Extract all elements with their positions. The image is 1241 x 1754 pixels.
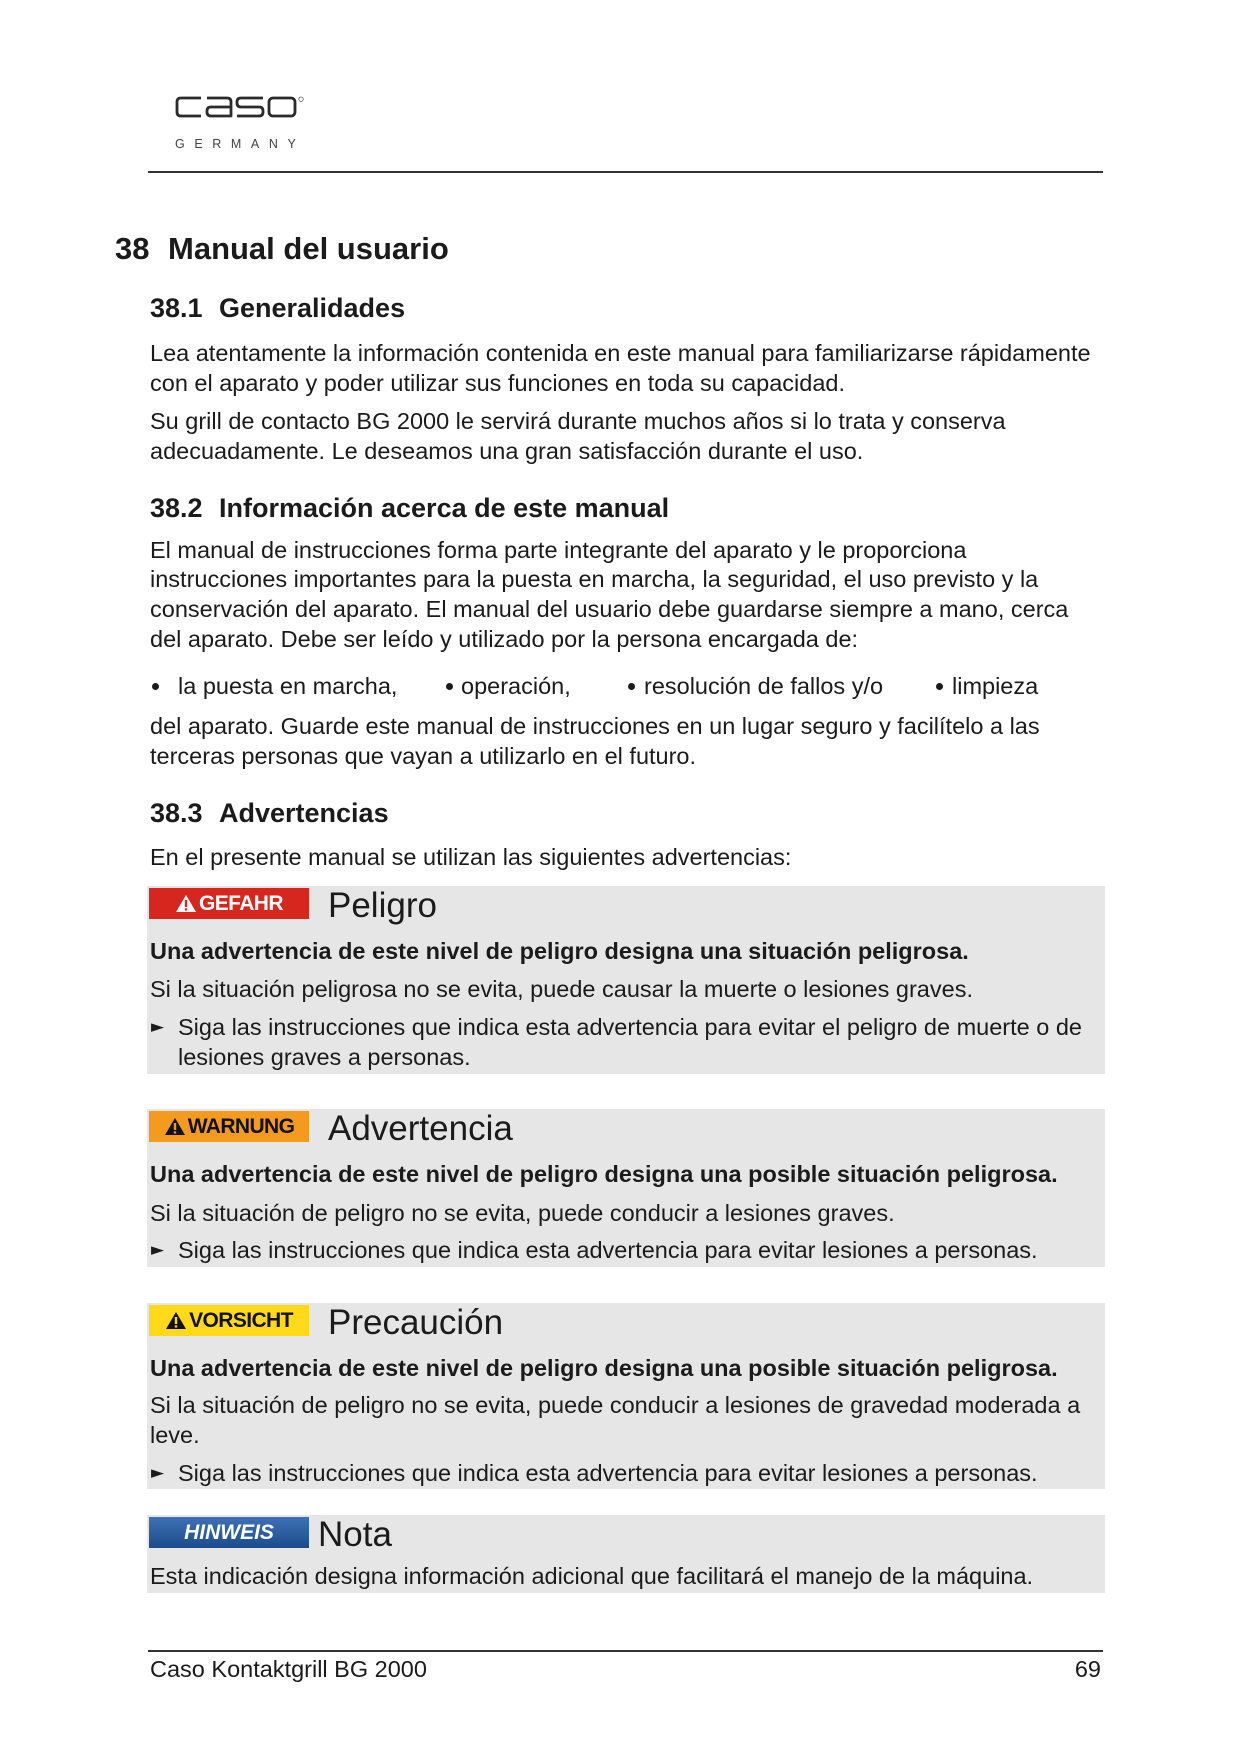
callout-definition: Una advertencia de este nivel de peligro designa una situación peligrosa. — [150, 938, 969, 964]
section-heading-informacion — [0, 492, 1241, 524]
callout-instruction: lesiones graves a personas. — [178, 1044, 471, 1070]
paragraph-line: del aparato. Debe ser leído y utilizado por la persona encargada de: — [150, 625, 859, 652]
warning-callout — [147, 1109, 1105, 1267]
arrow-right-icon: ► — [151, 1462, 165, 1483]
paragraph — [150, 536, 1068, 655]
chapter-number: 38 — [115, 231, 150, 266]
list-item: la puesta en marcha, — [178, 673, 398, 699]
paragraph-line: con el aparato y poder utilizar sus funciones en toda su capacidad. — [150, 370, 845, 396]
callout-consequence: Si la situación de peligro no se evita, puede conducir a lesiones graves. — [150, 1199, 895, 1226]
warning-triangle-icon — [164, 1117, 186, 1136]
chapter-title: Manual del usuario — [168, 231, 449, 266]
bullet-icon — [152, 683, 159, 690]
note-callout — [147, 1515, 1105, 1593]
callout-definition: Una advertencia de este nivel de peligro designa una posible situación peligrosa. — [150, 1354, 1058, 1381]
logo-tagline: GERMANY — [175, 137, 306, 151]
callout-definition: Una advertencia de este nivel de peligro designa una posible situación peligrosa. — [150, 1160, 1058, 1187]
paragraph-line: El manual de instrucciones forma parte integrante del aparato y le proporciona — [150, 536, 967, 563]
section-number: 38.2 — [150, 493, 203, 523]
badge-label: VORSICHT — [189, 1308, 293, 1332]
caso-logo — [170, 90, 310, 154]
paragraph-line: conservación del aparato. El manual del usuario debe guardarse siempre a mano, cerca — [150, 595, 1069, 622]
footer-product: Caso Kontaktgrill BG 2000 — [150, 1656, 427, 1682]
list-item: limpieza — [952, 673, 1039, 699]
header-rule — [148, 171, 1103, 173]
paragraph-line: En el presente manual se utilizan las siguientes advertencias: — [150, 844, 792, 870]
section-title: Advertencias — [219, 798, 389, 828]
paragraph — [150, 406, 1006, 466]
badge-label: WARNUNG — [187, 1114, 295, 1138]
vorsicht-badge — [149, 1305, 309, 1336]
paragraph — [150, 842, 791, 872]
badge-label: GEFAHR — [199, 891, 283, 915]
paragraph-line: adecuadamente. Le deseamos una gran satisfacción durante el uso. — [150, 438, 864, 464]
list-item: resolución de fallos y/o — [644, 673, 884, 699]
danger-callout — [147, 886, 1105, 1075]
callout-title: Precaución — [328, 1302, 504, 1342]
paragraph — [150, 338, 1091, 398]
paragraph-line: Su grill de contacto BG 2000 le servirá durante muchos años si lo trata y conserva — [150, 408, 1006, 434]
chapter-heading — [0, 231, 1241, 267]
section-title: Información acerca de este manual — [219, 493, 670, 523]
section-number: 38.1 — [150, 293, 203, 323]
page-number: 69 — [1074, 1656, 1101, 1682]
bullet-icon — [936, 683, 943, 690]
warning-triangle-icon — [175, 894, 197, 913]
callout-instruction: Siga las instrucciones que indica esta advertencia para evitar lesiones a personas. — [178, 1236, 1038, 1263]
hinweis-badge — [149, 1517, 309, 1548]
badge-label: HINWEIS — [184, 1521, 274, 1544]
paragraph-line: terceras personas que vayan a utilizarlo en el futuro. — [150, 743, 697, 769]
bullet-icon — [628, 683, 635, 690]
callout-instruction: Siga las instrucciones que indica esta advertencia para evitar lesiones a personas. — [178, 1459, 1038, 1486]
warnung-badge — [149, 1111, 309, 1142]
warning-triangle-icon — [165, 1311, 187, 1330]
callout-consequence: Si la situación peligrosa no se evita, puede causar la muerte o lesiones graves. — [150, 976, 973, 1002]
section-title: Generalidades — [219, 293, 406, 323]
paragraph-line: del aparato. Guarde este manual de instrucciones en un lugar seguro y facilítelo a las — [150, 713, 1040, 739]
callout-title: Peligro — [328, 885, 437, 925]
callout-title: Nota — [318, 1515, 392, 1554]
section-heading-generalidades — [0, 292, 1241, 324]
callout-text: Esta indicación designa información adicional que facilitará el manejo de la máquina. — [150, 1563, 1034, 1589]
bullet-icon — [446, 683, 453, 690]
arrow-right-icon: ► — [151, 1016, 165, 1037]
arrow-right-icon: ► — [151, 1239, 165, 1260]
paragraph — [150, 711, 1040, 771]
caution-callout — [147, 1303, 1105, 1489]
callout-title: Advertencia — [328, 1108, 513, 1148]
section-heading-advertencias — [0, 797, 1241, 829]
section-number: 38.3 — [150, 798, 203, 828]
callout-consequence: Si la situación de peligro no se evita, puede conducir a lesiones de gravedad moderada a — [150, 1392, 1081, 1419]
footer-rule — [148, 1650, 1103, 1652]
list-item: operación, — [461, 673, 571, 699]
callout-instruction: Siga las instrucciones que indica esta advertencia para evitar el peligro de muerte o de — [178, 1013, 1082, 1040]
gefahr-badge — [149, 888, 309, 919]
paragraph-line: Lea atentamente la información contenida en este manual para familiarizarse rápidamente — [150, 340, 1091, 366]
callout-consequence: leve. — [150, 1422, 200, 1449]
paragraph-line: instrucciones importantes para la puesta en marcha, la seguridad, el uso previsto y la — [150, 566, 1039, 593]
caso-wordmark — [175, 96, 305, 119]
